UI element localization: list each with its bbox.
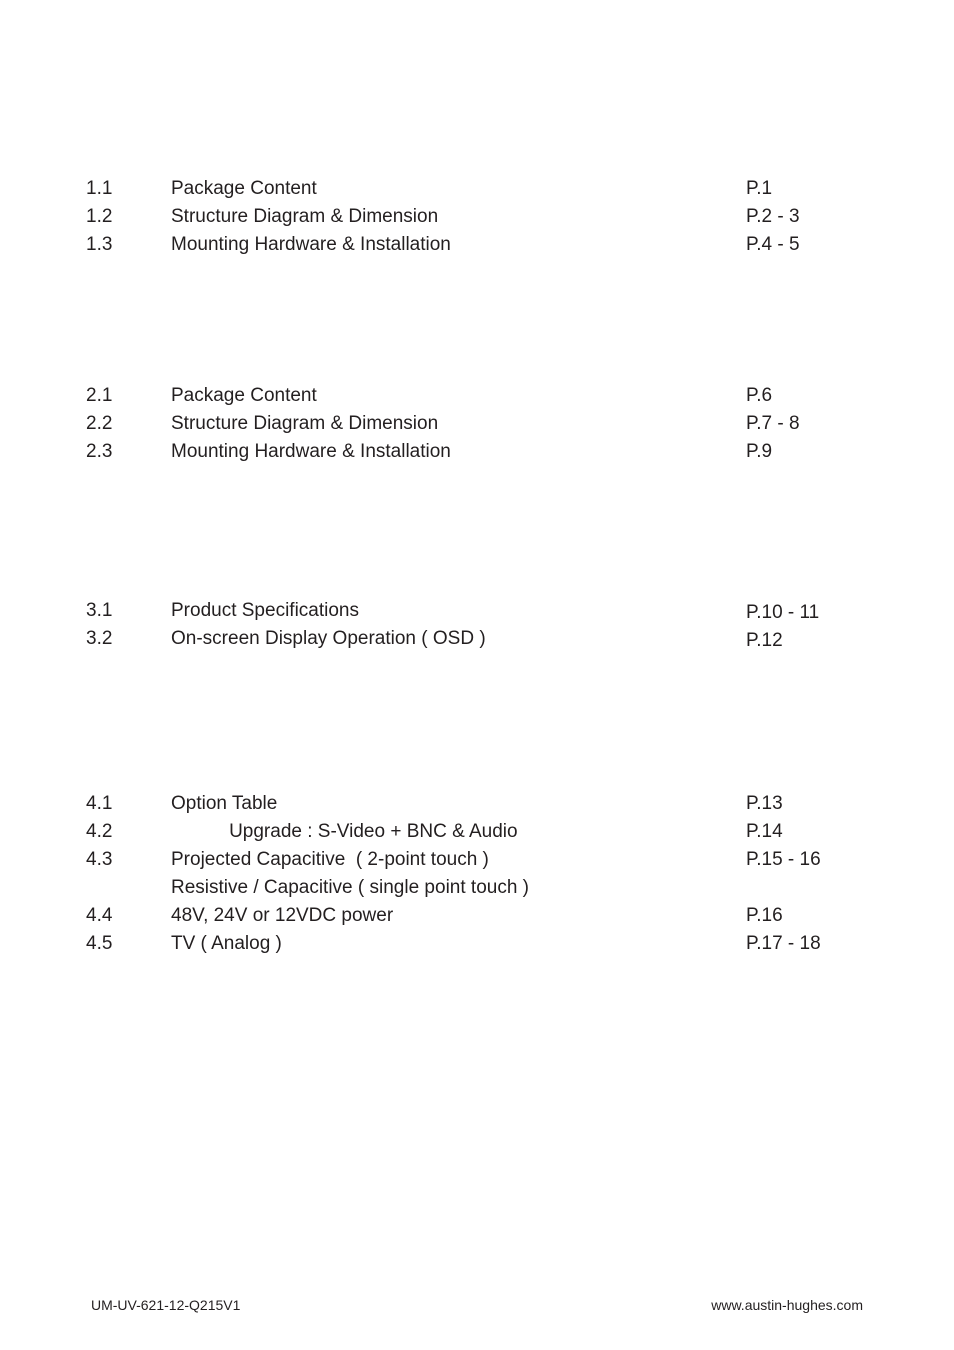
toc-title: TV ( Analog ): [171, 933, 282, 954]
toc-title: Structure Diagram & Dimension: [171, 413, 439, 434]
toc-page: P.4 - 5: [746, 234, 800, 255]
toc-number: 1.1: [86, 178, 113, 199]
toc-title: Upgrade : S-Video + BNC & Audio: [171, 821, 518, 842]
toc-entry-4-5: [0, 930, 954, 958]
toc-number: 2.1: [86, 385, 113, 406]
toc-entry-3-1: [0, 597, 954, 625]
toc-number: 4.4: [86, 905, 113, 926]
toc-number: 4.2: [86, 821, 113, 842]
toc-title: Package Content: [171, 178, 317, 199]
toc-title: On-screen Display Operation ( OSD ): [171, 628, 486, 649]
toc-entry-2-3: [0, 438, 954, 466]
toc-entry-1-2: [0, 203, 954, 231]
toc-title: Mounting Hardware & Installation: [171, 441, 451, 462]
toc-title: Product Specifications: [171, 600, 359, 621]
toc-number: 1.3: [86, 234, 113, 255]
toc-page: P.15 - 16: [746, 849, 821, 870]
toc-number: 1.2: [86, 206, 113, 227]
toc-entry-4-1: [0, 790, 954, 818]
toc-number: 2.3: [86, 441, 113, 462]
toc-page: P.6: [746, 385, 773, 406]
toc-number: 4.5: [86, 933, 113, 954]
toc-title: Structure Diagram & Dimension: [171, 206, 439, 227]
toc-page: P.1: [746, 178, 773, 199]
toc-entry-1-3: [0, 231, 954, 259]
toc-title: Projected Capacitive ( 2-point touch ): [171, 849, 489, 870]
toc-page: P.2 - 3: [746, 206, 800, 227]
toc-entry-4-2: [0, 818, 954, 846]
toc-title: Package Content: [171, 385, 317, 406]
toc-title: 48V, 24V or 12VDC power: [171, 905, 394, 926]
toc-number: 4.3: [86, 849, 113, 870]
toc-page: P.9: [746, 441, 773, 462]
toc-number: 2.2: [86, 413, 113, 434]
toc-page: P.10 - 11: [746, 602, 820, 623]
toc-title: Option Table: [171, 793, 278, 814]
toc-entry-1-1: [0, 175, 954, 203]
toc-page: P.17 - 18: [746, 933, 821, 954]
toc-page: P.16: [746, 905, 783, 926]
footer-website: www.austin-hughes.com: [711, 1297, 863, 1313]
toc-entry-4-4: [0, 902, 954, 930]
toc-page: P.12: [746, 630, 783, 651]
toc-title: Resistive / Capacitive ( single point touch ): [171, 877, 529, 898]
toc-number: 3.1: [86, 600, 113, 621]
toc-entry-2-2: [0, 410, 954, 438]
toc-entry-2-1: [0, 382, 954, 410]
toc-page: P.13: [746, 793, 783, 814]
footer-doc-code: UM-UV-621-12-Q215V1: [91, 1297, 241, 1313]
toc-entry-4-3: [0, 846, 954, 874]
toc-number: 3.2: [86, 628, 113, 649]
toc-number: 4.1: [86, 793, 113, 814]
toc-entry-3-2: [0, 625, 954, 653]
toc-page: P.7 - 8: [746, 413, 800, 434]
toc-title: Mounting Hardware & Installation: [171, 234, 451, 255]
toc-page: P.14: [746, 821, 783, 842]
toc-entry-4-3-continued: [0, 874, 954, 902]
